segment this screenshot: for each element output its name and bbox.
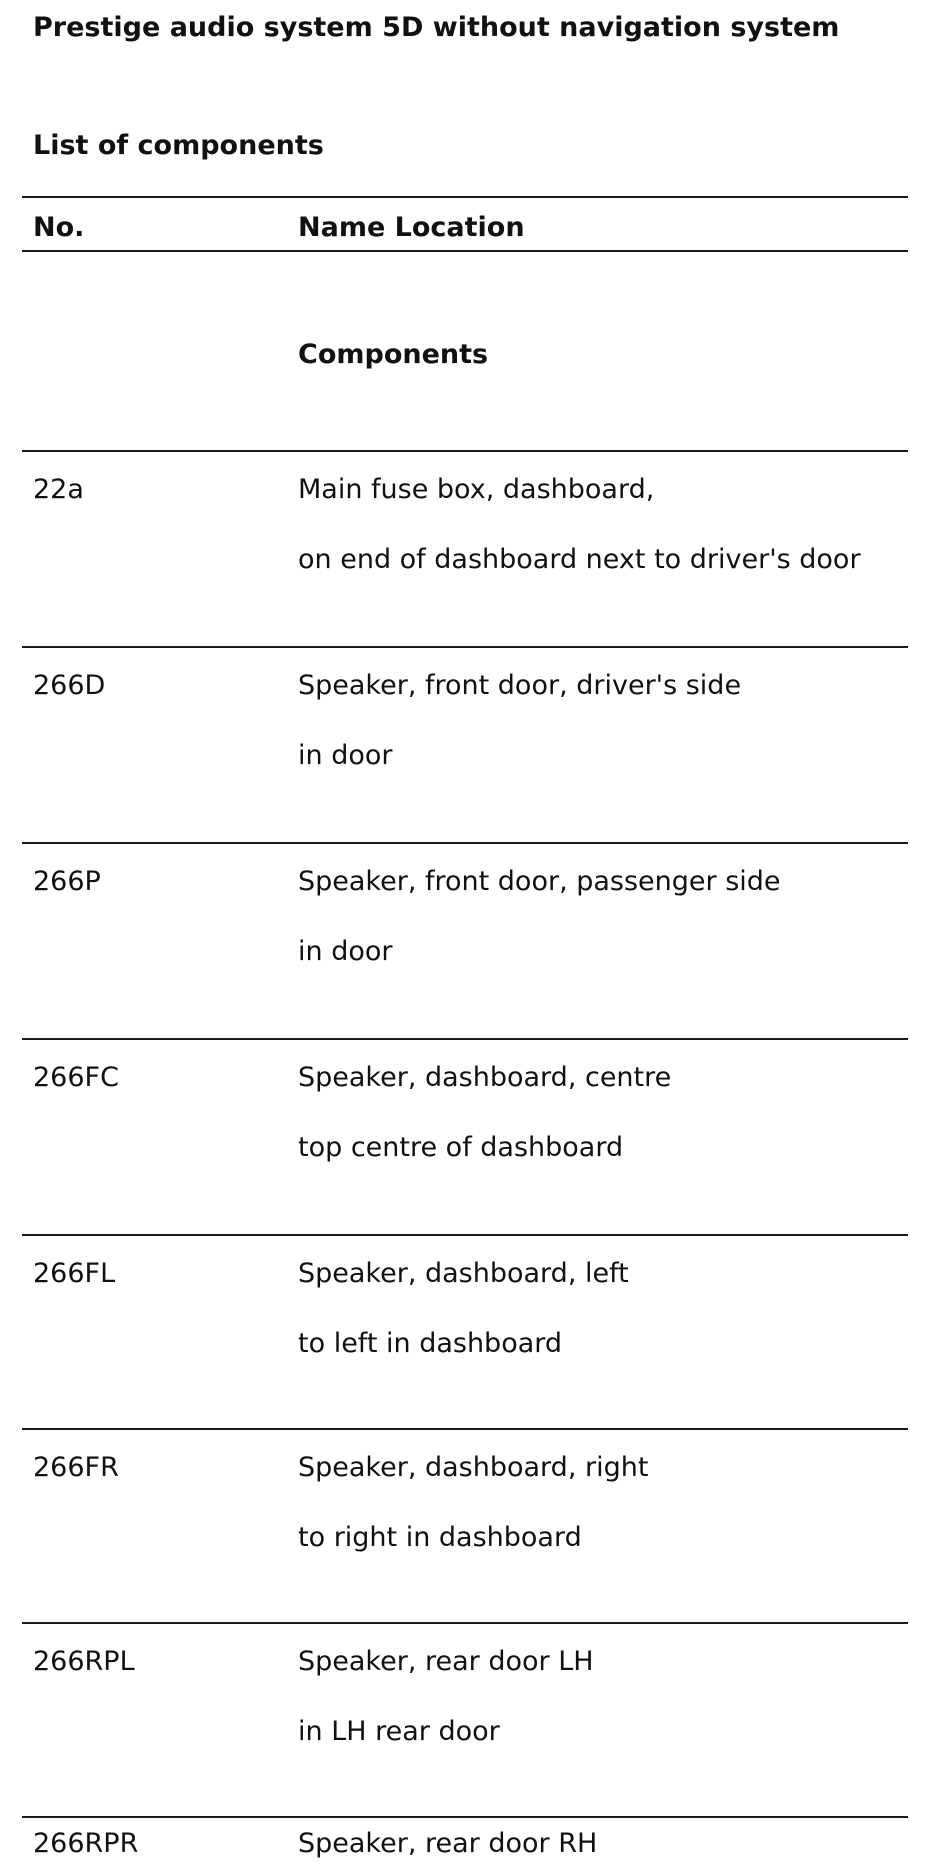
row-name: Speaker, dashboard, centre: [298, 1062, 672, 1093]
table-row: [22, 646, 908, 842]
header-bottom-rule: [22, 250, 908, 252]
row-rule: [22, 1038, 908, 1040]
row-rule: [22, 1816, 908, 1818]
row-location: on end of dashboard next to driver's door: [298, 544, 861, 575]
table-row: [22, 1038, 908, 1234]
row-name: Speaker, front door, passenger side: [298, 866, 781, 897]
table-row: [22, 450, 908, 646]
table-top-rule: [22, 196, 908, 198]
column-header-name-location: Name Location: [298, 212, 525, 243]
row-rule: [22, 646, 908, 648]
row-number: 266D: [33, 670, 106, 701]
row-location: top centre of dashboard: [298, 1132, 624, 1163]
row-rule: [22, 450, 908, 452]
column-header-no: No.: [33, 212, 85, 243]
row-location: in LH rear door: [298, 1716, 500, 1747]
row-number: 266FC: [33, 1062, 119, 1093]
table-row: [22, 1428, 908, 1624]
document-title: Prestige audio system 5D without navigation system: [33, 12, 840, 43]
row-number: 266RPL: [33, 1646, 135, 1677]
row-number: 266RPR: [33, 1828, 139, 1859]
table-row: [22, 1234, 908, 1430]
row-number: 266FR: [33, 1452, 119, 1483]
table-row: [22, 1622, 908, 1818]
row-location: in door: [298, 936, 393, 967]
row-rule: [22, 1234, 908, 1236]
row-number: 266P: [33, 866, 101, 897]
row-rule: [22, 1622, 908, 1624]
table-row: [22, 1816, 908, 1872]
row-location: to left in dashboard: [298, 1328, 563, 1359]
row-name: Speaker, dashboard, right: [298, 1452, 649, 1483]
row-number: 266FL: [33, 1258, 116, 1289]
row-name: Speaker, dashboard, left: [298, 1258, 629, 1289]
row-number: 22a: [33, 474, 84, 505]
row-rule: [22, 842, 908, 844]
row-rule: [22, 1428, 908, 1430]
row-name: Speaker, rear door RH: [298, 1828, 598, 1859]
row-name: Speaker, rear door LH: [298, 1646, 594, 1677]
section-label-components: Components: [298, 339, 489, 370]
row-location: to right in dashboard: [298, 1522, 582, 1553]
row-name: Main fuse box, dashboard,: [298, 474, 655, 505]
row-location: in door: [298, 740, 393, 771]
document-subtitle: List of components: [33, 130, 324, 161]
table-row: [22, 842, 908, 1038]
row-name: Speaker, front door, driver's side: [298, 670, 742, 701]
